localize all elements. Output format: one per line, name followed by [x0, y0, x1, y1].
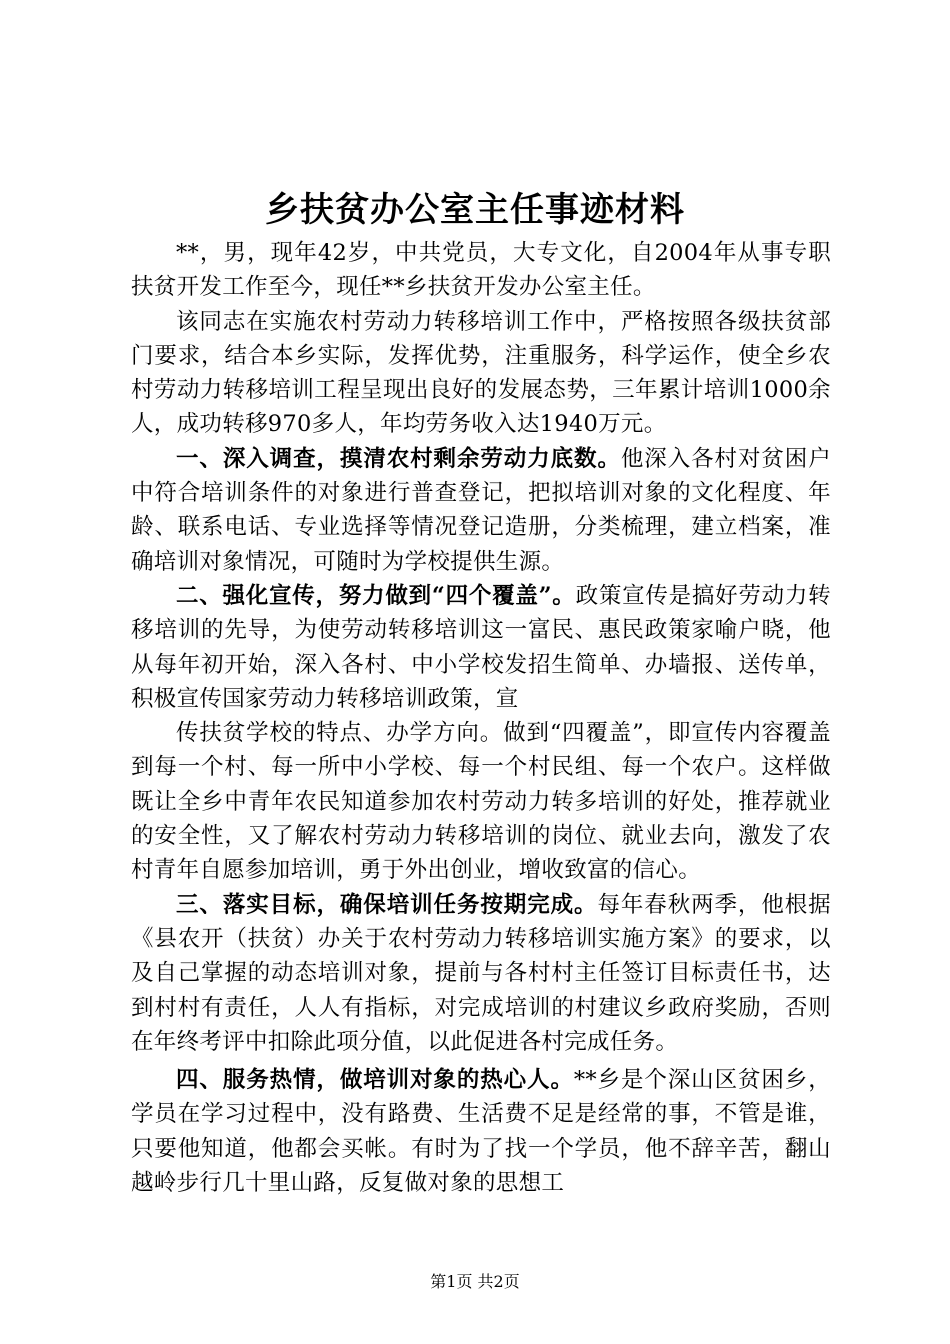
paragraph	[131, 888, 831, 1059]
paragraph-text: 他深入各村对贫困户中符合培训条件的对象进行普查登记，把拟培训对象的文化程度、年龄、联系电话、专业选择等情况登记造册，分类梳理，建立档案，准确培训对象情况，可随时为学校提供生源。	[131, 445, 832, 575]
paragraph-text: **乡是个深山区贫困乡，学员在学习过程中，没有路费、生活费不足是经常的事，不管是谁，只要他知道，他都会买帐。有时为了找一个学员，他不辞辛苦，翻山越岭步行几十里山路，反复做对象的思想工	[131, 1067, 831, 1197]
paragraph-heading: 三、落实目标，确保培训任务按期完成。	[176, 891, 598, 918]
document-body	[131, 236, 831, 1200]
paragraph	[131, 305, 831, 442]
paragraph	[131, 716, 831, 887]
paragraph-text: 传扶贫学校的特点、办学方向。做到“四覆盖”，即宣传内容覆盖到每一个村、每一所中小学校、每一个村民组、每一个农户。这样做既让全乡中青年农民知道参加农村劳动力转多培训的好处，推荐就业的安全性，又了解农村劳动力转移培训的岗位、就业去向，激发了农村青年自愿参加培训，勇于外出创业，增收致富的信心。	[131, 720, 831, 884]
paragraph-heading: 四、服务热情，做培训对象的热心人。	[176, 1067, 574, 1094]
paragraph	[131, 1063, 831, 1200]
paragraph	[131, 579, 831, 716]
paragraph-text: 该同志在实施农村劳动力转移培训工作中，严格按照各级扶贫部门要求，结合本乡实际，发挥优势，注重服务，科学运作，使全乡农村劳动力转移培训工程呈现出良好的发展态势，三年累计培训1000余人，成功转移970多人，年均劳务收入达1940万元。	[131, 308, 831, 438]
paragraph	[131, 236, 831, 305]
paragraph-heading: 一、深入调查，摸清农村剩余劳动力底数。	[176, 445, 621, 472]
paragraph	[131, 442, 831, 579]
document-title: 乡扶贫办公室主任事迹材料	[265, 190, 685, 230]
paragraph-text: 政策宣传是搞好劳动力转移培训的先导，为使劳动转移培训这一富民、惠民政策家喻户晓，他从每年初开始，深入各村、中小学校发招生简单、办墙报、送传单，积极宣传国家劳动力转移培训政策，宣	[131, 582, 831, 712]
paragraph-text: 每年春秋两季，他根据《县农开（扶贫）办关于农村劳动力转移培训实施方案》的要求，以及自己掌握的动态培训对象，提前与各村村主任签订目标责任书，达到村村有责任，人人有指标，对完成培训的村建议乡政府奖励，否则在年终考评中扣除此项分值，以此促进各村完成任务。	[131, 891, 831, 1055]
paragraph-text: **，男，现年42岁，中共党员，大专文化，自2004年从事专职扶贫开发工作至今，现任**乡扶贫开发办公室主任。	[131, 240, 831, 301]
page-footer: 第1页 共2页	[430, 1272, 520, 1291]
paragraph-heading: 二、强化宣传，努力做到“四个覆盖”。	[176, 582, 576, 609]
